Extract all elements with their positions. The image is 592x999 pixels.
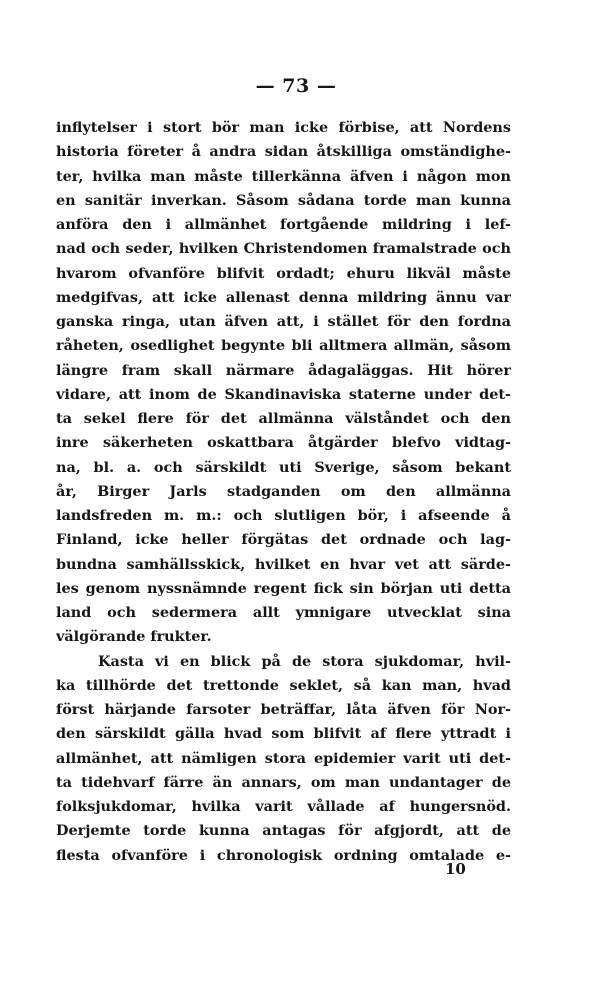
text-line: folksjukdomar, hvilka varit vållade af hungersnöd. bbox=[56, 798, 511, 815]
text-line: bundna samhällsskick, hvilket en hvar vet att särde- bbox=[56, 555, 511, 573]
text-line: Derjemte torde kunna antagas för afgjordt, att de bbox=[56, 822, 511, 840]
body-text bbox=[56, 116, 511, 868]
text-line: inre säkerheten oskattbara åtgärder blefvo vidtag- bbox=[56, 434, 511, 452]
text-line: ta tidehvarf färre än annars, om man undantager de bbox=[56, 773, 511, 791]
text-line: år, Birger Jarls stadganden om den allmänna bbox=[56, 482, 511, 500]
text-line: anföra den i allmänhet fortgående mildring i lef- bbox=[56, 216, 511, 233]
text-line: välgörande frukter. bbox=[56, 628, 212, 646]
text-line: historia företer å andra sidan åtskilliga omständighe- bbox=[56, 143, 511, 161]
text-line: ganska ringa, utan äfven att, i stället för den fordna bbox=[56, 313, 511, 330]
text-line: flesta ofvanföre i chronologisk ordning omtalade e- bbox=[56, 846, 511, 864]
text-line: råheten, osedlighet begynte bli alltmera allmän, såsom bbox=[56, 337, 511, 355]
text-line: nad och seder, hvilken Christendomen framalstrade och bbox=[56, 240, 511, 258]
page-number: — 73 — bbox=[255, 75, 337, 97]
text-line: vidare, att inom de Skandinaviska staterne under det- bbox=[56, 385, 511, 403]
text-line: den särskildt gälla hvad som blifvit af flere yttradt i bbox=[56, 725, 511, 743]
text-line: först härjande farsoter beträffar, låta äfven för Nor- bbox=[56, 701, 511, 718]
text-line: les genom nyssnämnde regent fick sin början uti detta bbox=[56, 579, 511, 597]
text-line: medgifvas, att icke allenast denna mildring ännu var bbox=[56, 288, 511, 306]
text-line: na, bl. a. och särskildt uti Sverige, såsom bekant bbox=[56, 458, 511, 476]
text-line: ter, hvilka man måste tillerkänna äfven i någon mon bbox=[56, 167, 511, 185]
text-line: landsfreden m. m.: och slutligen bör, i afseende å bbox=[56, 507, 511, 524]
text-line: ka tillhörde det trettonde seklet, så kan man, hvad bbox=[56, 676, 511, 694]
text-line: inflytelser i stort bör man icke förbise, att Nordens bbox=[56, 119, 511, 136]
text-line: en sanitär inverkan. Såsom sådana torde man kunna bbox=[56, 191, 511, 209]
text-line: längre fram skall närmare ådagaläggas. Hit hörer bbox=[56, 361, 511, 379]
text-line: hvarom ofvanföre blifvit ordadt; ehuru likväl måste bbox=[56, 264, 511, 282]
text-line: Kasta vi en blick på de stora sjukdomar, hvil- bbox=[98, 652, 511, 670]
signature-mark: 10 bbox=[445, 860, 466, 878]
text-line: Finland, icke heller förgätas det ordnade och lag- bbox=[56, 531, 511, 549]
text-line: land och sedermera allt ymnigare utvecklat sina bbox=[56, 604, 511, 621]
text-line: allmänhet, att nämligen stora epidemier varit uti det- bbox=[56, 749, 511, 767]
text-line: ta sekel flere för det allmänna välståndet och den bbox=[56, 410, 511, 427]
